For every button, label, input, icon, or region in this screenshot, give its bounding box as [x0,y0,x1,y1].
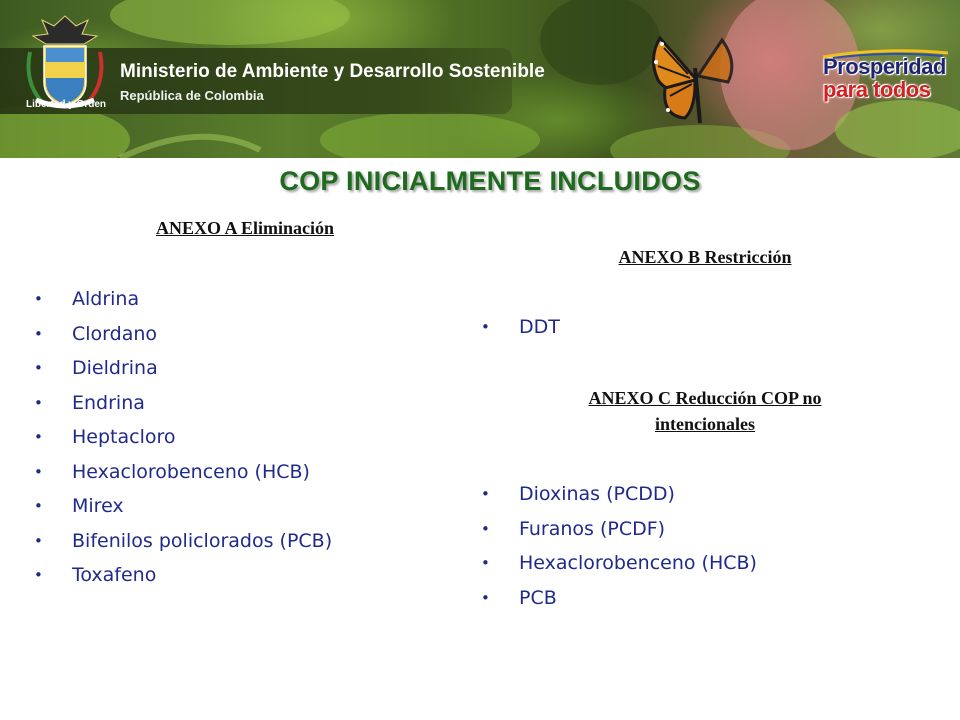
list-item [481,481,675,507]
bullet-dot-icon: • [34,324,43,343]
list-item [481,550,757,576]
list-item [34,493,124,519]
list-item-label: Toxafeno [72,564,157,586]
flag-swoosh-icon [823,49,948,59]
list-item-label: Endrina [72,391,145,414]
ministry-name: Ministerio de Ambiente y Desarrollo Sostenible [120,61,545,82]
list-item [34,528,333,554]
list-item-label: PCB [519,586,557,609]
bullet-dot-icon: • [34,497,43,515]
brand-line-2: para todos [823,77,931,102]
crest-motto: Libertad y Orden [26,99,107,110]
list-item [34,286,140,312]
annex-b-heading: ANEXO B Restricción [618,247,792,267]
list-item [34,390,145,416]
list-item-label: Heptacloro [72,426,176,448]
ministry-country: República de Colombia [120,88,264,103]
list-item-label: Dioxinas (PCDD) [519,483,675,505]
list-item-label: Dieldrina [72,357,158,379]
bullet-dot-icon: • [34,531,43,550]
prosperidad-logo [823,55,948,101]
list-item [34,562,157,588]
annex-c-heading-line-2: intencionales [654,414,755,434]
bullet-dot-icon: • [34,393,43,412]
list-item [481,585,557,611]
bullet-dot-icon: • [34,566,43,584]
brand-line-1: Prosperidad [823,54,946,79]
annex-c-heading-line-1: ANEXO C Reducción COP no [588,388,822,408]
list-item-label: Hexaclorobenceno (HCB) [519,552,757,574]
list-item [481,314,560,340]
bullet-dot-icon: • [34,462,43,481]
list-item [34,321,158,347]
list-item [481,516,666,542]
bullet-dot-icon: • [481,485,490,503]
bullet-dot-icon: • [481,318,490,336]
list-item-label: Furanos (PCDF) [519,517,666,540]
list-item [34,355,158,381]
list-item-label: Mirex [72,495,124,517]
bullet-dot-icon: • [481,554,490,572]
bullet-dot-icon: • [481,519,490,538]
list-item-label: Hexaclorobenceno (HCB) [72,460,310,483]
list-item [34,459,310,485]
bullet-dot-icon: • [481,588,490,607]
annex-c-heading [530,385,880,437]
list-item-label: DDT [519,316,560,338]
list-item-label: Aldrina [72,288,140,310]
monarch-butterfly-icon [640,18,750,138]
list-item-label: Clordano [72,322,158,345]
slide-title: COP INICIALMENTE INCLUIDOS [279,166,701,196]
list-item [34,424,176,450]
bullet-dot-icon: • [34,359,43,377]
bullet-dot-icon: • [34,428,43,446]
bullet-dot-icon: • [34,290,43,308]
list-item-label: Bifenilos policlorados (PCB) [72,529,333,552]
annex-a-heading: ANEXO A Eliminación [155,218,335,238]
header-banner [0,0,960,158]
